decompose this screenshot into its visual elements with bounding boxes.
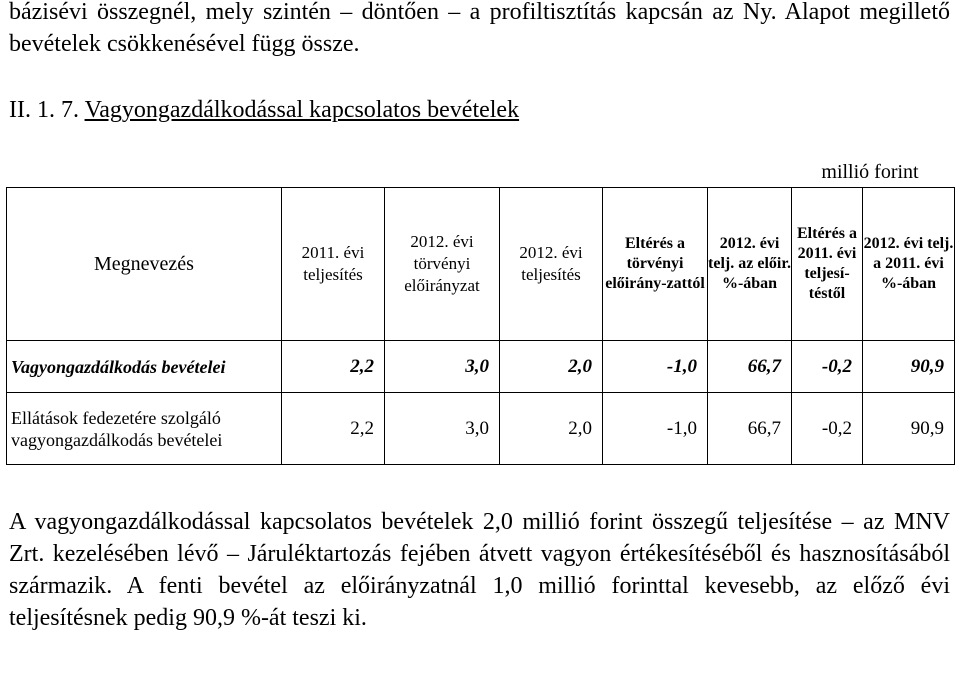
header-2011-actual: 2011. évi teljesítés (282, 188, 385, 341)
cell-2011-actual: 2,2 (282, 341, 385, 393)
table-header-row (7, 188, 955, 341)
unit-note: millió forint (821, 161, 919, 183)
cell-diff-appropriation: -1,0 (603, 341, 708, 393)
cell-pct-appropriation: 66,7 (708, 393, 792, 465)
header-pct-2011: 2012. évi telj. a 2011. évi %-ában (863, 188, 955, 341)
cell-pct-appropriation: 66,7 (708, 341, 792, 393)
header-pct-appropriation: 2012. évi telj. az előir. %-ában (708, 188, 792, 341)
row-label: Ellátások fedezetére szolgáló vagyongazdálkodás bevételei (7, 393, 282, 465)
cell-diff-appropriation: -1,0 (603, 393, 708, 465)
intro-paragraph: bázisévi összegnél, mely szintén – döntően – a profiltisztítás kapcsán az Ny. Alapot megillető bevételek csökkenésével függ össze. (9, 0, 950, 57)
section-title: Vagyongazdálkodással kapcsolatos bevételek (84, 97, 520, 123)
section-heading (9, 94, 519, 126)
closing-paragraph: A vagyongazdálkodással kapcsolatos bevételek 2,0 millió forint összegű teljesítése – az MNV Zrt. kezelésében lévő – Járuléktartozás fejében átvett vagyon értékesítéséből és hasznosításából származik. A fenti bevétel az előirányzatnál 1,0 millió forinttal kevesebb, az előző évi teljesítésnek pedig 90,9 %-át teszi ki. (9, 509, 950, 631)
row-label: Vagyongazdálkodás bevételei (7, 341, 282, 393)
cell-2012-actual: 2,0 (500, 341, 603, 393)
header-diff-appropriation: Eltérés a törvényi előirány-zattól (603, 188, 708, 341)
cell-diff-2011: -0,2 (792, 393, 863, 465)
cell-pct-2011: 90,9 (863, 341, 955, 393)
section-number: II. 1. 7. (9, 97, 79, 123)
cell-2012-appropriation: 3,0 (385, 341, 500, 393)
header-2012-appropriation: 2012. évi törvényi előirányzat (385, 188, 500, 341)
cell-2012-actual: 2,0 (500, 393, 603, 465)
header-diff-2011: Eltérés a 2011. évi teljesí-téstől (792, 188, 863, 341)
revenue-table (6, 187, 955, 465)
header-2012-actual: 2012. évi teljesítés (500, 188, 603, 341)
cell-2011-actual: 2,2 (282, 393, 385, 465)
table-row (7, 341, 955, 393)
cell-pct-2011: 90,9 (863, 393, 955, 465)
cell-2012-appropriation: 3,0 (385, 393, 500, 465)
table-row (7, 393, 955, 465)
header-name: Megnevezés (7, 188, 282, 341)
cell-diff-2011: -0,2 (792, 341, 863, 393)
